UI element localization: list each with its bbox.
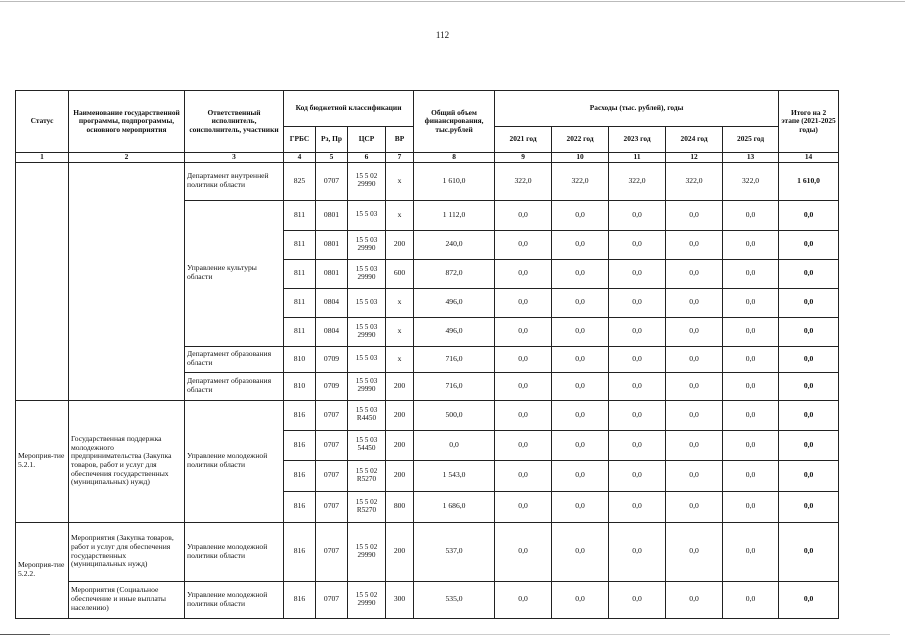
header-stage-total: Итого на 2 этапе (2021-2025 годы)	[779, 91, 839, 153]
total-cell: 537,0	[414, 522, 495, 581]
executor-cell: Управление молодежной политики области	[185, 400, 284, 522]
grbs-cell: 811	[284, 200, 316, 230]
value-2021-cell: 322,0	[495, 162, 552, 200]
total-cell: 1 686,0	[414, 491, 495, 522]
rzpr-cell: 0707	[316, 460, 348, 491]
value-2025-cell: 0,0	[723, 460, 779, 491]
total-cell: 535,0	[414, 581, 495, 618]
vr-cell: 200	[386, 522, 414, 581]
value-2021-cell: 0,0	[495, 288, 552, 317]
grbs-cell: 816	[284, 460, 316, 491]
stage-total-cell: 0,0	[779, 430, 839, 460]
vr-cell: х	[386, 346, 414, 372]
header-2021: 2021 год	[495, 127, 552, 153]
rzpr-cell: 0709	[316, 372, 348, 400]
column-number: 6	[348, 153, 386, 163]
stage-total-cell: 0,0	[779, 200, 839, 230]
column-number: 8	[414, 153, 495, 163]
value-2024-cell: 0,0	[666, 491, 723, 522]
value-2025-cell: 0,0	[723, 317, 779, 346]
value-2024-cell: 322,0	[666, 162, 723, 200]
rzpr-cell: 0801	[316, 259, 348, 288]
total-cell: 500,0	[414, 400, 495, 430]
vr-cell: 200	[386, 430, 414, 460]
column-number: 4	[284, 153, 316, 163]
scan-edge-line	[0, 1, 905, 2]
vr-cell: 800	[386, 491, 414, 522]
value-2022-cell: 0,0	[552, 230, 609, 259]
value-2025-cell: 0,0	[723, 400, 779, 430]
stage-total-cell: 0,0	[779, 522, 839, 581]
value-2023-cell: 0,0	[609, 581, 666, 618]
header-2022: 2022 год	[552, 127, 609, 153]
rzpr-cell: 0804	[316, 317, 348, 346]
csr-cell: 15 5 03 R4450	[348, 400, 386, 430]
stage-total-cell: 0,0	[779, 581, 839, 618]
csr-cell: 15 5 03 29990	[348, 259, 386, 288]
csr-cell: 15 5 03 29990	[348, 372, 386, 400]
csr-cell: 15 5 03	[348, 288, 386, 317]
rzpr-cell: 0804	[316, 288, 348, 317]
executor-cell: Департамент внутренней политики области	[185, 162, 284, 200]
executor-cell: Управление культуры области	[185, 200, 284, 346]
column-number: 2	[69, 153, 185, 163]
header-expenses: Расходы (тыс. рублей), годы	[495, 91, 779, 127]
total-cell: 716,0	[414, 372, 495, 400]
value-2022-cell: 322,0	[552, 162, 609, 200]
vr-cell: х	[386, 200, 414, 230]
value-2025-cell: 0,0	[723, 372, 779, 400]
value-2025-cell: 0,0	[723, 259, 779, 288]
stage-total-cell: 0,0	[779, 491, 839, 522]
value-2022-cell: 0,0	[552, 430, 609, 460]
value-2021-cell: 0,0	[495, 230, 552, 259]
value-2025-cell: 0,0	[723, 200, 779, 230]
total-cell: 0,0	[414, 430, 495, 460]
value-2021-cell: 0,0	[495, 372, 552, 400]
column-number: 14	[779, 153, 839, 163]
grbs-cell: 811	[284, 230, 316, 259]
grbs-cell: 816	[284, 581, 316, 618]
total-cell: 716,0	[414, 346, 495, 372]
executor-cell: Департамент образования области	[185, 372, 284, 400]
value-2023-cell: 0,0	[609, 346, 666, 372]
rzpr-cell: 0707	[316, 522, 348, 581]
value-2022-cell: 0,0	[552, 522, 609, 581]
total-cell: 1 543,0	[414, 460, 495, 491]
stage-total-cell: 0,0	[779, 288, 839, 317]
stage-total-cell: 0,0	[779, 259, 839, 288]
vr-cell: х	[386, 288, 414, 317]
csr-cell: 15 5 02 R5270	[348, 491, 386, 522]
csr-cell: 15 5 02 29990	[348, 522, 386, 581]
value-2023-cell: 0,0	[609, 430, 666, 460]
stage-total-cell: 0,0	[779, 230, 839, 259]
value-2022-cell: 0,0	[552, 372, 609, 400]
column-number: 1	[16, 153, 69, 163]
header-grbs: ГРБС	[284, 127, 316, 153]
value-2022-cell: 0,0	[552, 400, 609, 430]
grbs-cell: 811	[284, 317, 316, 346]
value-2023-cell: 0,0	[609, 400, 666, 430]
rzpr-cell: 0707	[316, 491, 348, 522]
executor-cell: Управление молодежной политики области	[185, 522, 284, 581]
table-row	[16, 162, 839, 200]
header-total-volume: Общий объем финансирования, тыс.рублей	[414, 91, 495, 153]
value-2021-cell: 0,0	[495, 522, 552, 581]
stage-total-cell: 1 610,0	[779, 162, 839, 200]
total-cell: 240,0	[414, 230, 495, 259]
rzpr-cell: 0707	[316, 400, 348, 430]
vr-cell: х	[386, 162, 414, 200]
vr-cell: 600	[386, 259, 414, 288]
value-2024-cell: 0,0	[666, 372, 723, 400]
name-cell: Мероприятия (Закупка товаров, работ и услуг для обеспечения государственных (муниципальных нужд)	[69, 522, 185, 581]
csr-cell: 15 5 02 29990	[348, 162, 386, 200]
executor-cell: Управление молодежной политики области	[185, 581, 284, 618]
total-cell: 872,0	[414, 259, 495, 288]
stage-total-cell: 0,0	[779, 372, 839, 400]
csr-cell: 15 5 02 29990	[348, 581, 386, 618]
value-2023-cell: 0,0	[609, 372, 666, 400]
vr-cell: 200	[386, 372, 414, 400]
grbs-cell: 816	[284, 522, 316, 581]
total-cell: 496,0	[414, 288, 495, 317]
value-2024-cell: 0,0	[666, 581, 723, 618]
csr-cell: 15 5 03	[348, 200, 386, 230]
value-2021-cell: 0,0	[495, 400, 552, 430]
value-2025-cell: 0,0	[723, 430, 779, 460]
vr-cell: х	[386, 317, 414, 346]
value-2021-cell: 0,0	[495, 430, 552, 460]
value-2025-cell: 0,0	[723, 288, 779, 317]
column-number: 13	[723, 153, 779, 163]
vr-cell: 200	[386, 460, 414, 491]
value-2024-cell: 0,0	[666, 317, 723, 346]
value-2023-cell: 0,0	[609, 491, 666, 522]
value-2025-cell: 0,0	[723, 491, 779, 522]
scan-edge-line	[0, 634, 50, 635]
budget-table	[15, 90, 839, 619]
value-2021-cell: 0,0	[495, 317, 552, 346]
value-2023-cell: 0,0	[609, 522, 666, 581]
value-2022-cell: 0,0	[552, 581, 609, 618]
rzpr-cell: 0707	[316, 430, 348, 460]
value-2024-cell: 0,0	[666, 230, 723, 259]
csr-cell: 15 5 02 R5270	[348, 460, 386, 491]
column-number: 5	[316, 153, 348, 163]
header-csr: ЦСР	[348, 127, 386, 153]
name-cell: Мероприятия (Социальное обеспечение и иные выплаты населению)	[69, 581, 185, 618]
header-executor: Ответственный исполнитель, соисполнитель, участники	[185, 91, 284, 153]
status-cell: Мероприя-тие 5.2.1.	[16, 400, 69, 522]
header-2024: 2024 год	[666, 127, 723, 153]
column-number: 10	[552, 153, 609, 163]
value-2021-cell: 0,0	[495, 491, 552, 522]
grbs-cell: 811	[284, 259, 316, 288]
value-2024-cell: 0,0	[666, 430, 723, 460]
value-2022-cell: 0,0	[552, 288, 609, 317]
value-2022-cell: 0,0	[552, 259, 609, 288]
value-2022-cell: 0,0	[552, 317, 609, 346]
header-vr: ВР	[386, 127, 414, 153]
grbs-cell: 811	[284, 288, 316, 317]
csr-cell: 15 5 03 29990	[348, 230, 386, 259]
value-2022-cell: 0,0	[552, 491, 609, 522]
value-2023-cell: 0,0	[609, 200, 666, 230]
total-cell: 496,0	[414, 317, 495, 346]
value-2025-cell: 0,0	[723, 230, 779, 259]
value-2025-cell: 0,0	[723, 581, 779, 618]
csr-cell: 15 5 03	[348, 346, 386, 372]
value-2023-cell: 0,0	[609, 230, 666, 259]
status-cell-empty	[16, 162, 69, 400]
table-row	[16, 522, 839, 581]
table-row	[16, 400, 839, 430]
column-number: 9	[495, 153, 552, 163]
value-2021-cell: 0,0	[495, 346, 552, 372]
rzpr-cell: 0707	[316, 581, 348, 618]
table-row	[16, 581, 839, 618]
value-2023-cell: 0,0	[609, 460, 666, 491]
grbs-cell: 810	[284, 346, 316, 372]
grbs-cell: 816	[284, 400, 316, 430]
value-2024-cell: 0,0	[666, 346, 723, 372]
value-2024-cell: 0,0	[666, 400, 723, 430]
name-cell-empty	[69, 162, 185, 400]
value-2024-cell: 0,0	[666, 200, 723, 230]
value-2024-cell: 0,0	[666, 259, 723, 288]
value-2025-cell: 0,0	[723, 346, 779, 372]
vr-cell: 200	[386, 230, 414, 259]
csr-cell: 15 5 03 29990	[348, 317, 386, 346]
stage-total-cell: 0,0	[779, 460, 839, 491]
executor-cell: Департамент образования области	[185, 346, 284, 372]
value-2022-cell: 0,0	[552, 460, 609, 491]
vr-cell: 300	[386, 581, 414, 618]
value-2025-cell: 322,0	[723, 162, 779, 200]
rzpr-cell: 0707	[316, 162, 348, 200]
header-status: Статус	[16, 91, 69, 153]
total-cell: 1 112,0	[414, 200, 495, 230]
vr-cell: 200	[386, 400, 414, 430]
value-2024-cell: 0,0	[666, 522, 723, 581]
column-number: 3	[185, 153, 284, 163]
header-2023: 2023 год	[609, 127, 666, 153]
value-2022-cell: 0,0	[552, 200, 609, 230]
value-2023-cell: 322,0	[609, 162, 666, 200]
value-2023-cell: 0,0	[609, 317, 666, 346]
header-2025: 2025 год	[723, 127, 779, 153]
page-number: 112	[435, 30, 450, 40]
value-2024-cell: 0,0	[666, 288, 723, 317]
grbs-cell: 810	[284, 372, 316, 400]
value-2021-cell: 0,0	[495, 460, 552, 491]
value-2025-cell: 0,0	[723, 522, 779, 581]
rzpr-cell: 0801	[316, 230, 348, 259]
value-2021-cell: 0,0	[495, 581, 552, 618]
header-name: Наименование государственной программы, подпрограммы, основного мероприятия	[69, 91, 185, 153]
grbs-cell: 816	[284, 430, 316, 460]
value-2024-cell: 0,0	[666, 460, 723, 491]
value-2021-cell: 0,0	[495, 259, 552, 288]
grbs-cell: 825	[284, 162, 316, 200]
column-number: 11	[609, 153, 666, 163]
status-cell: Мероприя-тие 5.2.2.	[16, 522, 69, 618]
column-number: 7	[386, 153, 414, 163]
header-rzpr: Рз, Пр	[316, 127, 348, 153]
value-2023-cell: 0,0	[609, 288, 666, 317]
column-number: 12	[666, 153, 723, 163]
scan-edge-line	[40, 634, 890, 635]
stage-total-cell: 0,0	[779, 317, 839, 346]
stage-total-cell: 0,0	[779, 400, 839, 430]
header-budget-code: Код бюджетной классификации	[284, 91, 414, 127]
value-2021-cell: 0,0	[495, 200, 552, 230]
stage-total-cell: 0,0	[779, 346, 839, 372]
rzpr-cell: 0709	[316, 346, 348, 372]
grbs-cell: 816	[284, 491, 316, 522]
value-2023-cell: 0,0	[609, 259, 666, 288]
name-cell: Государственная поддержка молодежного предпринимательства (Закупка товаров, работ и услуг для обеспечения государственных (муниципальных) нужд)	[69, 400, 185, 522]
total-cell: 1 610,0	[414, 162, 495, 200]
rzpr-cell: 0801	[316, 200, 348, 230]
csr-cell: 15 5 03 54450	[348, 430, 386, 460]
value-2022-cell: 0,0	[552, 346, 609, 372]
